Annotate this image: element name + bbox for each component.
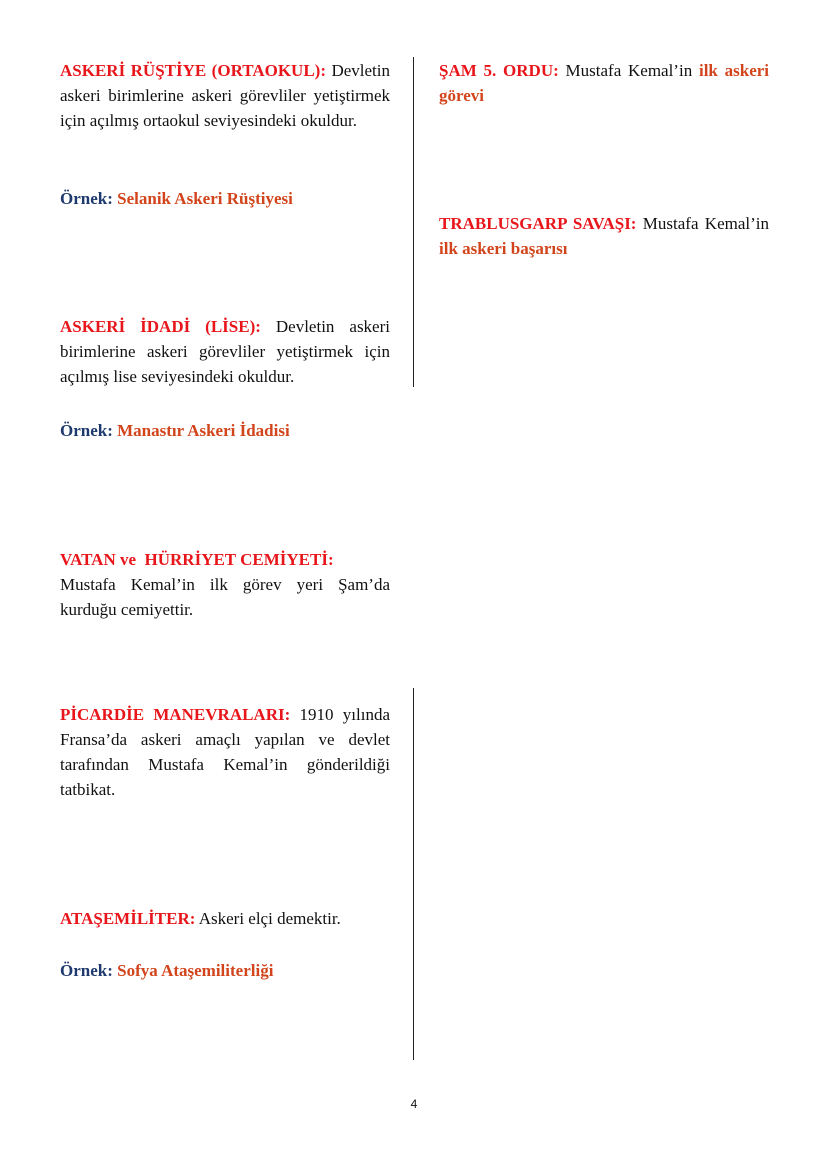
atasemiliter-example-value: Sofya Ataşemiliterliği <box>117 961 274 980</box>
idadi-example-value: Manastır Askeri İdadisi <box>117 421 290 440</box>
vatan-text: Mustafa Kemal’in ilk görev yeri Şam’da kurduğu cemiyettir. <box>60 575 390 619</box>
picardie-term: PİCARDİE MANEVRALARI: <box>60 705 291 724</box>
trablusgarp-highlight: ilk askeri başarısı <box>439 239 568 258</box>
atasemiliter-term: ATAŞEMİLİTER: <box>60 909 196 928</box>
rustiye-example-value: Selanik Askeri Rüştiyesi <box>117 189 293 208</box>
rustiye-term: ASKERİ RÜŞTİYE (ORTAOKUL): <box>60 61 326 80</box>
idadi-term: ASKERİ İDADİ (LİSE): <box>60 317 261 336</box>
picardie-text: 1910 yılında Fransa’da askeri amaçlı yapılan ve devlet tarafından Mustafa Kemal’in gönderildiği tatbikat. <box>60 705 391 799</box>
sam-text: Mustafa Kemal’in <box>565 61 693 80</box>
vatan-definition <box>60 547 390 622</box>
column-divider-top <box>413 57 414 387</box>
atasemiliter-definition <box>60 906 400 931</box>
atasemiliter-text: Askeri elçi demektir. <box>198 909 341 928</box>
sam-highlight: ilk askeri görevi <box>439 61 770 105</box>
sam-term: ŞAM 5. ORDU: <box>439 61 559 80</box>
column-divider-bottom <box>413 688 414 1060</box>
sam-definition <box>439 58 769 108</box>
rustiye-text: Devletin askeri birimlerine askeri görevliler yetiştirmek için açılmış ortaokul seviyesindeki okuldur. <box>60 61 390 130</box>
example-label: Örnek: <box>60 421 113 440</box>
idadi-example <box>60 418 390 443</box>
page-number: 4 <box>410 1097 418 1111</box>
trablusgarp-term: TRABLUSGARP SAVAŞI: <box>439 214 637 233</box>
example-label: Örnek: <box>60 961 113 980</box>
rustiye-definition <box>60 58 390 133</box>
rustiye-example <box>60 186 390 211</box>
trablusgarp-definition <box>439 211 769 261</box>
idadi-definition <box>60 314 390 389</box>
picardie-definition <box>60 702 390 802</box>
vatan-term: VATAN ve HÜRRİYET CEMİYETİ: <box>60 550 334 569</box>
example-label: Örnek: <box>60 189 113 208</box>
idadi-text: Devletin askeri birimlerine askeri görevliler yetiştirmek için açılmış lise seviyesindeki okuldur. <box>60 317 390 386</box>
trablusgarp-text: Mustafa Kemal’in <box>642 214 769 233</box>
atasemiliter-example <box>60 958 390 983</box>
